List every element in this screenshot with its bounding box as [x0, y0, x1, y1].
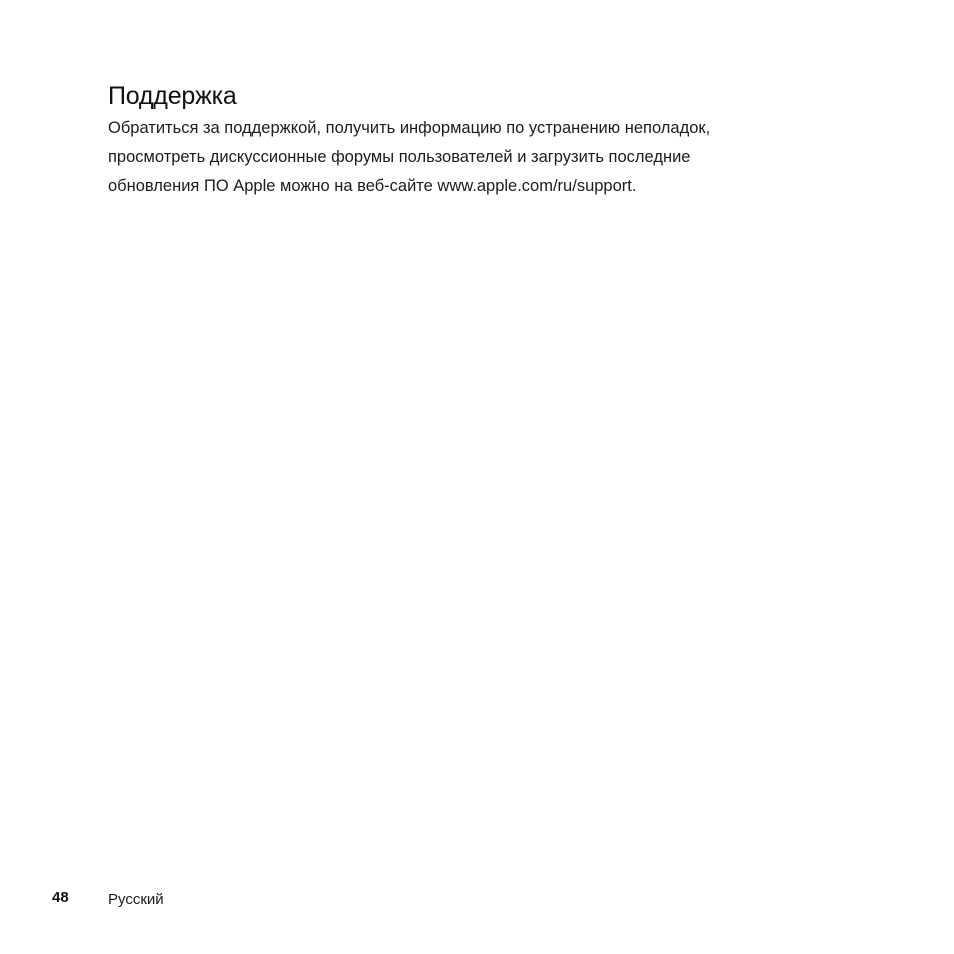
section-paragraph	[108, 114, 868, 201]
page-footer	[0, 886, 954, 910]
page-number: 48	[52, 889, 69, 906]
support-section	[108, 80, 868, 201]
language-label: Русский	[108, 891, 164, 908]
paragraph-line: обновления ПО Apple можно на веб-сайте www.apple.com/ru/support.	[108, 177, 637, 195]
paragraph-line: просмотреть дискуссионные форумы пользователей и загрузить последние	[108, 148, 691, 166]
paragraph-line: Обратиться за поддержкой, получить информацию по устранению неполадок,	[108, 119, 711, 137]
section-heading: Поддержка	[108, 82, 237, 110]
